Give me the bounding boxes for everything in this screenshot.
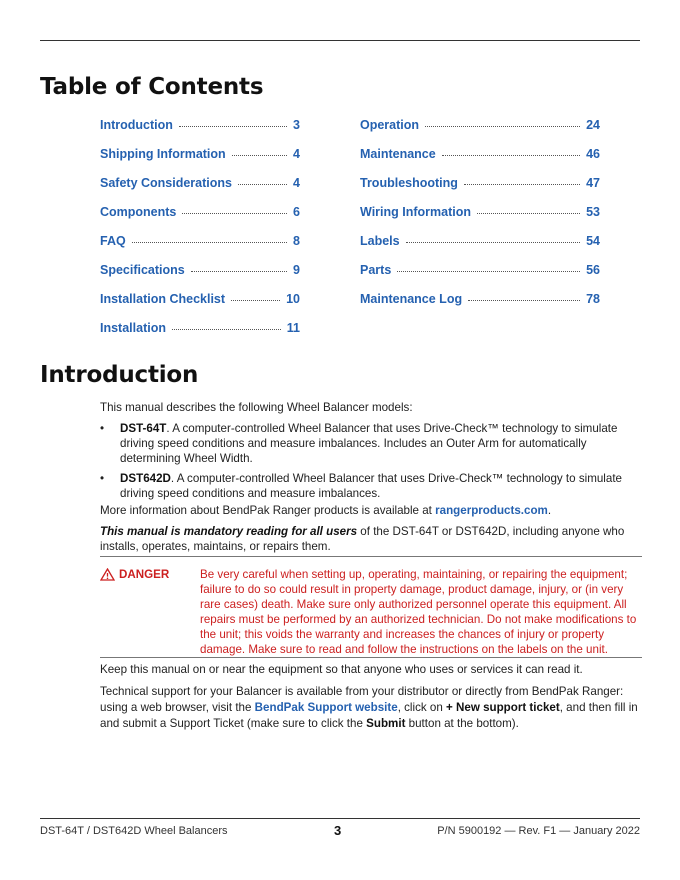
model-name: DST642D bbox=[120, 472, 171, 485]
toc-entry[interactable] bbox=[100, 292, 300, 321]
toc-entry[interactable] bbox=[100, 263, 300, 292]
footer-title: DST-64T / DST642D Wheel Balancers bbox=[40, 825, 228, 837]
toc-leader-dots bbox=[442, 155, 580, 156]
toc-entry-label: Parts bbox=[360, 263, 392, 277]
toc-entry[interactable] bbox=[100, 205, 300, 234]
introduction-heading: Introduction bbox=[40, 362, 199, 388]
model-description: . A computer-controlled Wheel Balancer that uses Drive-Check™ technology to simulate driving speed conditions and measure imbalances. Includes an Outer Arm for automatically determining Wheel Width. bbox=[120, 422, 618, 465]
toc-entry-page: 9 bbox=[293, 263, 300, 277]
more-info bbox=[100, 503, 642, 518]
toc-entry-label: FAQ bbox=[100, 234, 126, 248]
list-item bbox=[100, 471, 642, 501]
mandatory-notice bbox=[100, 524, 642, 554]
toc-entry[interactable] bbox=[360, 292, 600, 321]
toc-leader-dots bbox=[425, 126, 580, 127]
toc-entry-page: 6 bbox=[293, 205, 300, 219]
toc-entry-label: Safety Considerations bbox=[100, 176, 232, 190]
toc-title: Table of Contents bbox=[40, 74, 264, 100]
toc-entry[interactable] bbox=[100, 147, 300, 176]
toc-entry-label: Maintenance Log bbox=[360, 292, 463, 306]
toc-entry-page: 54 bbox=[586, 234, 600, 248]
footer-rule bbox=[40, 818, 640, 819]
toc-entry-page: 78 bbox=[586, 292, 600, 306]
danger-text: Be very careful when setting up, operating, maintaining, or repairing the equipment; failure to do so could result in property damage, product damage, injury, or (in very rare cases) death. Make sure only authorized personnel operate this equipment. All repairs must be performed by an authorized technician. Do not make modifications to the unit; this voids the warranty and increases the chances of injury or property damage. Make sure to read and follow the instructions on the labels on the unit. bbox=[200, 568, 637, 656]
toc-entry-label: Maintenance bbox=[360, 147, 436, 161]
model-description: . A computer-controlled Wheel Balancer that uses Drive-Check™ technology to simulate driving speed conditions and measure imbalances. bbox=[120, 472, 622, 500]
toc-entry[interactable] bbox=[360, 118, 600, 147]
page-number: 3 bbox=[334, 823, 342, 838]
danger-top-rule bbox=[100, 556, 642, 557]
toc-entry-label: Installation bbox=[100, 321, 166, 335]
toc-leader-dots bbox=[397, 271, 580, 272]
toc-entry-label: Operation bbox=[360, 118, 420, 132]
bullet-icon: • bbox=[100, 472, 105, 485]
toc-leader-dots bbox=[238, 184, 287, 185]
bullet-icon: • bbox=[100, 422, 105, 435]
toc-entry-page: 53 bbox=[586, 205, 600, 219]
toc-leader-dots bbox=[468, 300, 580, 301]
toc-entry[interactable] bbox=[100, 234, 300, 263]
model-list bbox=[100, 421, 642, 501]
model-name: DST-64T bbox=[120, 422, 167, 435]
toc-entry-page: 11 bbox=[286, 321, 300, 335]
toc-right-column bbox=[360, 118, 600, 321]
support-text-1: Technical support for your Balancer is available from your distributor or directly from BendPak Ranger: using a web browser, visit the bbox=[100, 685, 624, 714]
toc-entry-page: 46 bbox=[586, 147, 600, 161]
toc-entry-label: Specifications bbox=[100, 263, 185, 277]
support-text-2: , click on bbox=[397, 701, 447, 714]
danger-bottom-rule bbox=[100, 657, 642, 658]
toc-entry-label: Installation Checklist bbox=[100, 292, 226, 306]
toc-entry-label: Troubleshooting bbox=[360, 176, 458, 190]
toc-entry-page: 4 bbox=[293, 147, 300, 161]
toc-leader-dots bbox=[191, 271, 287, 272]
toc-entry-label: Labels bbox=[360, 234, 400, 248]
more-info-end: . bbox=[547, 504, 552, 517]
toc-entry[interactable] bbox=[360, 205, 600, 234]
toc-leader-dots bbox=[132, 242, 287, 243]
submit-label: Submit bbox=[366, 717, 406, 730]
toc-entry-label: Wiring Information bbox=[360, 205, 471, 219]
keep-manual: Keep this manual on or near the equipment so that anyone who uses or services it can read it. bbox=[100, 663, 583, 676]
toc-entry-page: 47 bbox=[586, 176, 600, 190]
toc-entry[interactable] bbox=[100, 321, 300, 350]
toc-left-column bbox=[100, 118, 300, 350]
toc-entry-page: 56 bbox=[586, 263, 600, 277]
toc-leader-dots bbox=[406, 242, 580, 243]
toc-entry-label: Introduction bbox=[100, 118, 173, 132]
toc-entry-label: Components bbox=[100, 205, 177, 219]
list-item bbox=[100, 421, 642, 466]
footer-part-number: P/N 5900192 — Rev. F1 — January 2022 bbox=[437, 825, 640, 837]
support-text-4: button at the bottom). bbox=[405, 717, 519, 730]
toc-leader-dots bbox=[231, 300, 280, 301]
danger-label-text: DANGER bbox=[119, 568, 170, 581]
toc-entry[interactable] bbox=[360, 176, 600, 205]
toc-entry-page: 10 bbox=[286, 292, 300, 306]
warning-triangle-icon bbox=[100, 568, 115, 581]
toc-leader-dots bbox=[179, 126, 287, 127]
new-support-ticket: + New support ticket bbox=[446, 701, 560, 714]
toc-leader-dots bbox=[172, 329, 281, 330]
toc-leader-dots bbox=[464, 184, 580, 185]
danger-notice bbox=[100, 567, 642, 657]
mandatory-rest: of the DST-64T or DST642D, including anyone who installs, operates, maintains, or repairs them. bbox=[100, 525, 625, 553]
toc-entry[interactable] bbox=[360, 263, 600, 292]
support-text-3: , and then fill in and submit a Support Ticket (make sure to click the bbox=[100, 701, 638, 730]
toc-entry-page: 24 bbox=[586, 118, 600, 132]
toc-entry-label: Shipping Information bbox=[100, 147, 226, 161]
toc-entry[interactable] bbox=[360, 147, 600, 176]
toc-entry[interactable] bbox=[100, 118, 300, 147]
danger-label bbox=[100, 567, 169, 582]
toc-leader-dots bbox=[182, 213, 287, 214]
more-info-text: More information about BendPak Ranger products is available at bbox=[100, 504, 436, 517]
toc-entry-page: 8 bbox=[293, 234, 300, 248]
support-paragraph bbox=[100, 684, 642, 732]
header-rule bbox=[40, 40, 640, 41]
bendpak-support-link[interactable]: BendPak Support website bbox=[254, 701, 398, 714]
toc-entry-page: 4 bbox=[293, 176, 300, 190]
toc-leader-dots bbox=[232, 155, 287, 156]
rangerproducts-link[interactable]: rangerproducts.com bbox=[435, 504, 548, 517]
toc-entry[interactable] bbox=[100, 176, 300, 205]
mandatory-bold: This manual is mandatory reading for all users bbox=[100, 525, 358, 538]
toc-entry-page: 3 bbox=[293, 118, 300, 132]
toc-entry[interactable] bbox=[360, 234, 600, 263]
intro-lead: This manual describes the following Wheel Balancer models: bbox=[100, 401, 413, 414]
toc-leader-dots bbox=[477, 213, 580, 214]
